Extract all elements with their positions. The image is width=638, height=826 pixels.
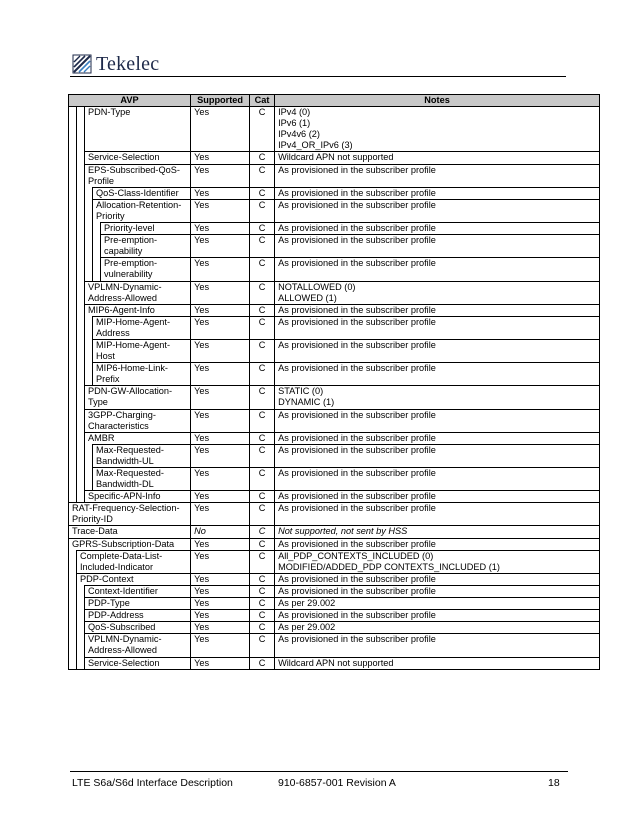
- indent-cell: [85, 258, 93, 281]
- indent-cell: [69, 386, 77, 409]
- indent-cell: [69, 409, 77, 432]
- notes-cell: [275, 164, 600, 187]
- cat-cell: C: [250, 152, 275, 164]
- notes-cell: [275, 657, 600, 669]
- note-line: As provisioned in the subscriber profile: [278, 223, 436, 234]
- supported-cell: Yes: [191, 503, 250, 526]
- indent-cell: [77, 187, 85, 199]
- supported-cell: Yes: [191, 386, 250, 409]
- note-line: As provisioned in the subscriber profile: [278, 444, 436, 455]
- table-row: [69, 657, 600, 669]
- table-row: [69, 363, 600, 386]
- table-row: [69, 304, 600, 316]
- notes-cell: [275, 304, 600, 316]
- footer-title: LTE S6a/S6d Interface Description: [72, 777, 233, 789]
- indent-cell: [69, 432, 77, 444]
- supported-cell: Yes: [191, 235, 250, 258]
- note-line: ALLOWED (1): [278, 292, 337, 303]
- brand-name: Tekelec: [96, 52, 160, 75]
- table-row: [69, 235, 600, 258]
- table-row: [69, 164, 600, 187]
- indent-cell: [69, 491, 77, 503]
- table-row: [69, 610, 600, 622]
- indent-cell: [77, 339, 85, 362]
- table-row: [69, 281, 600, 304]
- indent-cell: [77, 107, 85, 152]
- note-line: As provisioned in the subscriber profile: [278, 573, 436, 584]
- cat-cell: C: [250, 363, 275, 386]
- note-line: Not supported, not sent by HSS: [278, 526, 408, 537]
- cat-cell: C: [250, 610, 275, 622]
- avp-name-cell: RAT-Frequency-Selection-Priority-ID: [69, 503, 191, 526]
- note-line: IPv6 (1): [278, 118, 311, 129]
- supported-cell: No: [191, 526, 250, 538]
- note-line: All_PDP_CONTEXTS_INCLUDED (0): [278, 550, 434, 561]
- notes-cell: [275, 223, 600, 235]
- notes-cell: [275, 444, 600, 467]
- indent-cell: [69, 223, 77, 235]
- notes-cell: [275, 187, 600, 199]
- notes-cell: [275, 468, 600, 491]
- notes-cell: [275, 538, 600, 550]
- cat-cell: C: [250, 281, 275, 304]
- notes-cell: [275, 610, 600, 622]
- indent-cell: [85, 316, 93, 339]
- avp-name-cell: Context-Identifier: [85, 585, 191, 597]
- indent-cell: [77, 468, 85, 491]
- cat-cell: C: [250, 538, 275, 550]
- cat-cell: C: [250, 235, 275, 258]
- notes-cell: [275, 585, 600, 597]
- indent-cell: [77, 444, 85, 467]
- cat-cell: C: [250, 187, 275, 199]
- table-row: [69, 187, 600, 199]
- note-line: As provisioned in the subscriber profile: [278, 258, 436, 269]
- supported-cell: Yes: [191, 468, 250, 491]
- note-line: As provisioned in the subscriber profile: [278, 339, 436, 350]
- table-row: [69, 491, 600, 503]
- note-line: As provisioned in the subscriber profile: [278, 585, 436, 596]
- avp-name-cell: VPLMN-Dynamic-Address-Allowed: [85, 281, 191, 304]
- indent-cell: [69, 316, 77, 339]
- cat-cell: C: [250, 223, 275, 235]
- notes-cell: [275, 339, 600, 362]
- header-rule: [70, 76, 566, 77]
- note-line: Wildcard APN not supported: [278, 657, 394, 668]
- avp-name-cell: MIP6-Home-Link-Prefix: [93, 363, 191, 386]
- note-line: Wildcard APN not supported: [278, 152, 394, 163]
- avp-name-cell: Pre-emption-capability: [101, 235, 191, 258]
- indent-cell: [93, 223, 101, 235]
- supported-cell: Yes: [191, 444, 250, 467]
- indent-cell: [77, 199, 85, 222]
- indent-cell: [77, 386, 85, 409]
- note-line: As provisioned in the subscriber profile: [278, 610, 436, 621]
- note-line: As provisioned in the subscriber profile: [278, 409, 436, 420]
- avp-name-cell: 3GPP-Charging-Characteristics: [85, 409, 191, 432]
- avp-name-cell: MIP-Home-Agent-Address: [93, 316, 191, 339]
- notes-cell: [275, 316, 600, 339]
- table-row: [69, 526, 600, 538]
- table-row: [69, 598, 600, 610]
- table-row: [69, 432, 600, 444]
- indent-cell: [77, 258, 85, 281]
- indent-cell: [69, 339, 77, 362]
- table-row: [69, 585, 600, 597]
- indent-cell: [69, 363, 77, 386]
- avp-table: [68, 94, 600, 670]
- table-row: [69, 409, 600, 432]
- notes-cell: [275, 386, 600, 409]
- indent-cell: [69, 622, 77, 634]
- avp-name-cell: PDP-Type: [85, 598, 191, 610]
- avp-name-cell: PDP-Address: [85, 610, 191, 622]
- supported-cell: Yes: [191, 657, 250, 669]
- note-line: As provisioned in the subscriber profile: [278, 164, 436, 175]
- note-line: As provisioned in the subscriber profile: [278, 538, 436, 549]
- supported-cell: Yes: [191, 622, 250, 634]
- indent-cell: [69, 187, 77, 199]
- supported-cell: Yes: [191, 573, 250, 585]
- table-row: [69, 386, 600, 409]
- notes-cell: [275, 598, 600, 610]
- avp-name-cell: Allocation-Retention-Priority: [93, 199, 191, 222]
- cat-cell: C: [250, 598, 275, 610]
- avp-name-cell: Specific-APN-Info: [85, 491, 191, 503]
- cat-cell: C: [250, 432, 275, 444]
- avp-name-cell: AMBR: [85, 432, 191, 444]
- cat-cell: C: [250, 409, 275, 432]
- indent-cell: [77, 281, 85, 304]
- table-header-row: [69, 95, 600, 107]
- indent-cell: [85, 468, 93, 491]
- indent-cell: [69, 235, 77, 258]
- notes-cell: [275, 199, 600, 222]
- note-line: NOTALLOWED (0): [278, 281, 356, 292]
- indent-cell: [85, 223, 93, 235]
- indent-cell: [69, 304, 77, 316]
- indent-cell: [85, 363, 93, 386]
- indent-cell: [77, 235, 85, 258]
- indent-cell: [77, 223, 85, 235]
- indent-cell: [77, 585, 85, 597]
- indent-cell: [69, 444, 77, 467]
- indent-cell: [85, 444, 93, 467]
- note-line: As per 29.002: [278, 622, 336, 633]
- avp-name-cell: Trace-Data: [69, 526, 191, 538]
- note-line: IPv4 (0): [278, 107, 311, 118]
- note-line: IPv4v6 (2): [278, 129, 320, 140]
- table-row: [69, 258, 600, 281]
- header-avp: AVP: [69, 95, 191, 107]
- notes-cell: [275, 526, 600, 538]
- note-line: As provisioned in the subscriber profile: [278, 316, 436, 327]
- notes-cell: [275, 573, 600, 585]
- note-line: As provisioned in the subscriber profile: [278, 491, 436, 502]
- supported-cell: Yes: [191, 491, 250, 503]
- brand-logo: [72, 53, 159, 75]
- cat-cell: C: [250, 258, 275, 281]
- notes-cell: [275, 432, 600, 444]
- table-row: [69, 107, 600, 152]
- indent-cell: [69, 258, 77, 281]
- indent-cell: [77, 304, 85, 316]
- tekelec-logo-icon: [72, 54, 92, 74]
- supported-cell: Yes: [191, 107, 250, 152]
- indent-cell: [93, 235, 101, 258]
- cat-cell: C: [250, 386, 275, 409]
- table-row: [69, 152, 600, 164]
- header-notes: Notes: [275, 95, 600, 107]
- avp-name-cell: Service-Selection: [85, 152, 191, 164]
- indent-cell: [69, 585, 77, 597]
- indent-cell: [77, 598, 85, 610]
- notes-cell: [275, 503, 600, 526]
- supported-cell: Yes: [191, 164, 250, 187]
- indent-cell: [69, 610, 77, 622]
- note-line: As per 29.002: [278, 598, 336, 609]
- indent-cell: [85, 199, 93, 222]
- supported-cell: Yes: [191, 432, 250, 444]
- indent-cell: [69, 152, 77, 164]
- avp-name-cell: EPS-Subscribed-QoS-Profile: [85, 164, 191, 187]
- supported-cell: Yes: [191, 187, 250, 199]
- avp-name-cell: PDN-GW-Allocation-Type: [85, 386, 191, 409]
- supported-cell: Yes: [191, 409, 250, 432]
- avp-name-cell: Max-Requested-Bandwidth-DL: [93, 468, 191, 491]
- avp-name-cell: PDP-Context: [77, 573, 191, 585]
- table-body: [69, 107, 600, 670]
- table-row: [69, 444, 600, 467]
- indent-cell: [77, 491, 85, 503]
- notes-cell: [275, 622, 600, 634]
- indent-cell: [77, 316, 85, 339]
- note-line: As provisioned in the subscriber profile: [278, 304, 436, 315]
- footer-doc-id: 910-6857-001 Revision A: [278, 777, 396, 789]
- table-row: [69, 223, 600, 235]
- footer-page-number: 18: [548, 777, 560, 789]
- cat-cell: C: [250, 550, 275, 573]
- supported-cell: Yes: [191, 363, 250, 386]
- supported-cell: Yes: [191, 199, 250, 222]
- table-row: [69, 573, 600, 585]
- indent-cell: [69, 598, 77, 610]
- cat-cell: C: [250, 657, 275, 669]
- avp-name-cell: MIP-Home-Agent-Host: [93, 339, 191, 362]
- supported-cell: Yes: [191, 316, 250, 339]
- indent-cell: [69, 468, 77, 491]
- supported-cell: Yes: [191, 634, 250, 657]
- supported-cell: Yes: [191, 598, 250, 610]
- cat-cell: C: [250, 526, 275, 538]
- notes-cell: [275, 550, 600, 573]
- note-line: As provisioned in the subscriber profile: [278, 363, 436, 374]
- cat-cell: C: [250, 503, 275, 526]
- header-cat: Cat: [250, 95, 275, 107]
- avp-name-cell: VPLMN-Dynamic-Address-Allowed: [85, 634, 191, 657]
- table-row: [69, 622, 600, 634]
- table-row: [69, 503, 600, 526]
- table-row: [69, 468, 600, 491]
- table-row: [69, 199, 600, 222]
- note-line: As provisioned in the subscriber profile: [278, 468, 436, 478]
- cat-cell: C: [250, 107, 275, 152]
- note-line: As provisioned in the subscriber profile: [278, 199, 436, 210]
- indent-cell: [77, 409, 85, 432]
- indent-cell: [77, 152, 85, 164]
- cat-cell: C: [250, 585, 275, 597]
- cat-cell: C: [250, 164, 275, 187]
- avp-name-cell: QoS-Class-Identifier: [93, 187, 191, 199]
- avp-name-cell: Max-Requested-Bandwidth-UL: [93, 444, 191, 467]
- cat-cell: C: [250, 304, 275, 316]
- table-row: [69, 550, 600, 573]
- indent-cell: [77, 634, 85, 657]
- note-line: As provisioned in the subscriber profile: [278, 503, 436, 514]
- cat-cell: C: [250, 339, 275, 362]
- notes-cell: [275, 491, 600, 503]
- indent-cell: [85, 187, 93, 199]
- notes-cell: [275, 235, 600, 258]
- supported-cell: Yes: [191, 152, 250, 164]
- cat-cell: C: [250, 316, 275, 339]
- avp-name-cell: Priority-level: [101, 223, 191, 235]
- note-line: DYNAMIC (1): [278, 397, 335, 408]
- cat-cell: C: [250, 634, 275, 657]
- table-row: [69, 316, 600, 339]
- supported-cell: Yes: [191, 610, 250, 622]
- indent-cell: [85, 235, 93, 258]
- cat-cell: C: [250, 573, 275, 585]
- avp-name-cell: Complete-Data-List-Included-Indicator: [77, 550, 191, 573]
- table-row: [69, 538, 600, 550]
- avp-name-cell: QoS-Subscribed: [85, 622, 191, 634]
- indent-cell: [69, 657, 77, 669]
- supported-cell: Yes: [191, 538, 250, 550]
- note-line: As provisioned in the subscriber profile: [278, 235, 436, 246]
- note-line: MODIFIED/ADDED_PDP CONTEXTS_INCLUDED (1): [278, 561, 500, 572]
- indent-cell: [93, 258, 101, 281]
- supported-cell: Yes: [191, 550, 250, 573]
- cat-cell: C: [250, 468, 275, 491]
- supported-cell: Yes: [191, 304, 250, 316]
- cat-cell: C: [250, 199, 275, 222]
- notes-cell: [275, 634, 600, 657]
- avp-name-cell: Pre-emption-vulnerability: [101, 258, 191, 281]
- indent-cell: [69, 573, 77, 585]
- indent-cell: [77, 657, 85, 669]
- cat-cell: C: [250, 622, 275, 634]
- avp-name-cell: MIP6-Agent-Info: [85, 304, 191, 316]
- supported-cell: Yes: [191, 585, 250, 597]
- indent-cell: [77, 164, 85, 187]
- table-row: [69, 634, 600, 657]
- avp-name-cell: PDN-Type: [85, 107, 191, 152]
- header-supported: Supported: [191, 95, 250, 107]
- notes-cell: [275, 363, 600, 386]
- indent-cell: [69, 281, 77, 304]
- indent-cell: [69, 164, 77, 187]
- indent-cell: [77, 622, 85, 634]
- avp-name-cell: Service-Selection: [85, 657, 191, 669]
- notes-cell: [275, 281, 600, 304]
- note-line: As provisioned in the subscriber profile: [278, 187, 436, 198]
- indent-cell: [69, 550, 77, 573]
- indent-cell: [69, 634, 77, 657]
- note-line: IPv4_OR_IPv6 (3): [278, 140, 353, 151]
- indent-cell: [85, 339, 93, 362]
- note-line: As provisioned in the subscriber profile: [278, 432, 436, 443]
- cat-cell: C: [250, 444, 275, 467]
- note-line: As provisioned in the subscriber profile: [278, 634, 436, 645]
- notes-cell: [275, 258, 600, 281]
- indent-cell: [77, 363, 85, 386]
- supported-cell: Yes: [191, 339, 250, 362]
- indent-cell: [77, 432, 85, 444]
- note-line: STATIC (0): [278, 386, 324, 397]
- supported-cell: Yes: [191, 258, 250, 281]
- notes-cell: [275, 107, 600, 152]
- indent-cell: [69, 107, 77, 152]
- supported-cell: Yes: [191, 223, 250, 235]
- indent-cell: [77, 610, 85, 622]
- cat-cell: C: [250, 491, 275, 503]
- footer-rule: [70, 771, 568, 772]
- avp-name-cell: GPRS-Subscription-Data: [69, 538, 191, 550]
- indent-cell: [69, 199, 77, 222]
- notes-cell: [275, 152, 600, 164]
- notes-cell: [275, 409, 600, 432]
- table-row: [69, 339, 600, 362]
- supported-cell: Yes: [191, 281, 250, 304]
